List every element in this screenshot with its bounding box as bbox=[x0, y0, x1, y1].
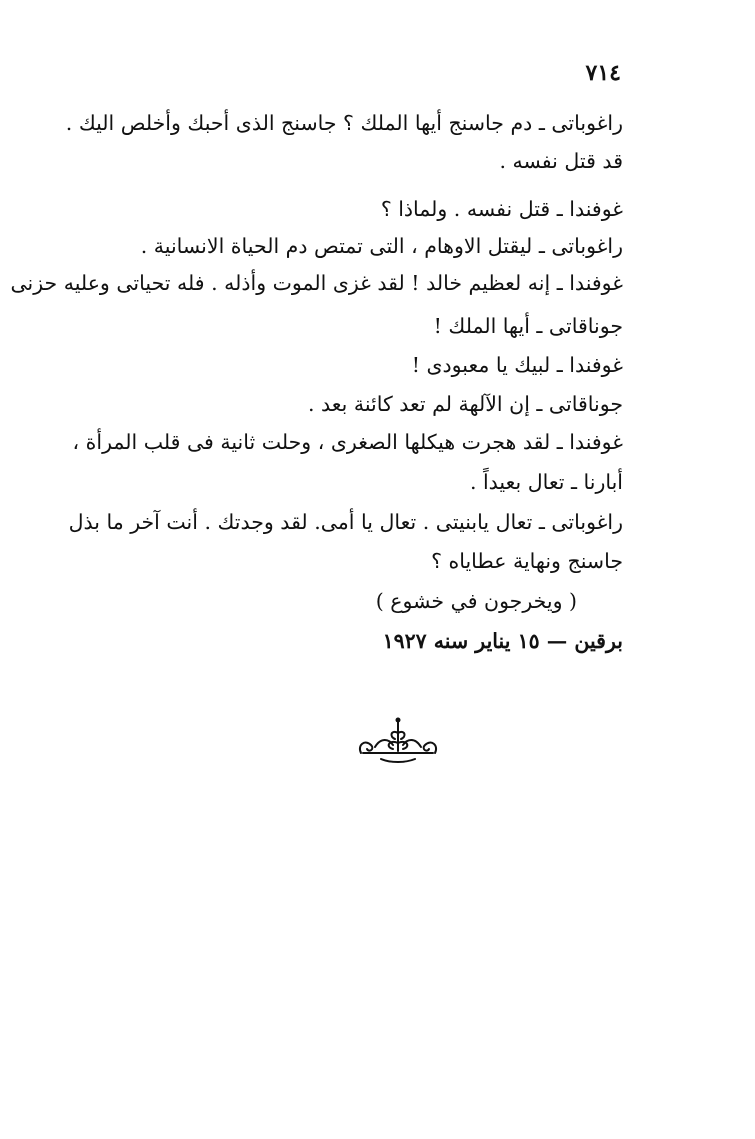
page-number: ٧١٤ bbox=[585, 60, 621, 86]
date-line: برقين — ١٥ يناير سنه ١٩٢٧ bbox=[382, 629, 623, 653]
text-line: قد قتل نفسه . bbox=[499, 149, 623, 173]
text-line: غوفندا ـ قتل نفسه . ولماذا ؟ bbox=[380, 197, 623, 221]
stage-direction: ( ويخرجون في خشوع ) bbox=[375, 589, 577, 613]
fleuron-ornament-icon bbox=[355, 715, 441, 765]
text-line: جوناقاتى ـ أيها الملك ! bbox=[433, 314, 623, 338]
text-line: غوفندا ـ إنه لعظيم خالد ! لقد غزى الموت وأذله . فله تحياتى وعليه حزنى bbox=[10, 271, 623, 295]
text-line: أبارنا ـ تعال بعيداً . bbox=[469, 470, 623, 494]
text-line: راغوباتی ـ ليقتل الاوهام ، التى تمتص دم الحياة الانسانية . bbox=[140, 234, 623, 258]
text-line: جوناقاتى ـ إن الآلهة لم تعد كائنة بعد . bbox=[307, 392, 623, 416]
text-line: راغوباتی ـ تعال يابنيتى . تعال يا أمى. لقد وجدتك . أنت آخر ما بذل bbox=[68, 510, 623, 534]
text-line: جاسنج ونهاية عطاياه ؟ bbox=[431, 549, 623, 573]
text-line: غوفندا ـ لقد هجرت هيكلها الصغرى ، وحلت ثانية فى قلب المرأة ، bbox=[72, 430, 623, 454]
text-line: راغوباتی ـ دم جاسنج أيها الملك ؟ جاسنج الذى أحبك وأخلص اليك . bbox=[65, 111, 623, 135]
text-line: غوفندا ـ لبيك يا معبودى ! bbox=[411, 353, 623, 377]
